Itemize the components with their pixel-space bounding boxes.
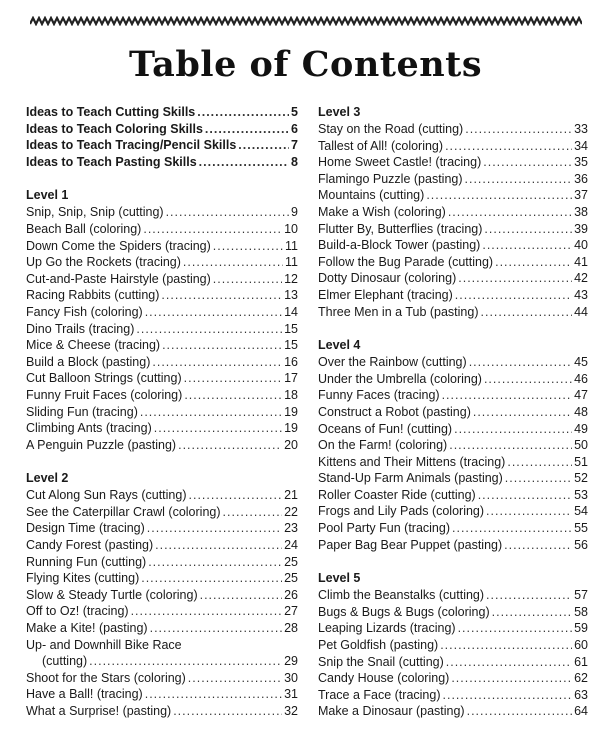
entry-title: Make a Wish (coloring)	[318, 204, 446, 219]
page-number: 16	[284, 354, 298, 369]
entry-title: Elmer Elephant (tracing)	[318, 287, 453, 302]
dot-leader	[178, 437, 282, 454]
dot-leader	[465, 171, 573, 188]
toc-entry	[26, 321, 298, 338]
page-number: 58	[574, 604, 588, 619]
toc-entry	[318, 221, 588, 238]
entry-title: Have a Ball! (tracing)	[26, 687, 143, 702]
page-number: 44	[574, 304, 588, 319]
dot-leader	[484, 371, 572, 388]
page-number: 64	[574, 704, 588, 719]
entry-title: Three Men in a Tub (pasting)	[318, 304, 479, 319]
dot-leader	[205, 121, 289, 138]
toc-entry	[318, 454, 588, 471]
toc-entry	[26, 670, 298, 687]
toc-entry	[318, 703, 588, 720]
toc-entry	[318, 154, 588, 171]
toc-entry	[26, 686, 298, 703]
entry-title: Cut-and-Paste Hairstyle (pasting)	[26, 271, 211, 286]
toc-entry	[26, 337, 298, 354]
dot-leader	[136, 321, 282, 338]
dot-leader	[173, 703, 282, 720]
dot-leader	[448, 204, 572, 221]
level-5-section	[318, 570, 588, 720]
toc-entry	[26, 204, 298, 221]
page-number: 17	[284, 371, 298, 386]
dot-leader	[458, 270, 572, 287]
dot-leader	[200, 587, 282, 604]
toc-entry	[26, 238, 298, 255]
toc-entry	[318, 437, 588, 454]
toc-entry	[318, 287, 588, 304]
entry-title: Slow & Steady Turtle (coloring)	[26, 587, 198, 602]
page-number: 33	[574, 122, 588, 136]
entry-title: Stand-Up Farm Animals (pasting)	[318, 471, 503, 486]
toc-entry	[318, 587, 588, 604]
toc-entry	[26, 504, 298, 521]
toc-entry	[26, 304, 298, 321]
page-number: 11	[285, 255, 298, 270]
page-number: 43	[574, 287, 588, 302]
entry-title-line: Up- and Downhill Bike Race	[26, 637, 182, 652]
level-heading: Level 2	[26, 471, 69, 486]
entry-title: Over the Rainbow (cutting)	[318, 355, 467, 370]
entry-title: Ideas to Teach Cutting Skills	[26, 105, 196, 119]
toc-entry	[318, 254, 588, 271]
entry-title: Candy House (coloring)	[318, 671, 450, 686]
entry-title: Pool Party Fun (tracing)	[318, 521, 450, 536]
page-number: 12	[284, 271, 298, 286]
level-heading: Level 5	[318, 571, 361, 586]
toc-entry	[318, 354, 588, 371]
toc-entry	[318, 270, 588, 287]
page-number: 24	[284, 538, 298, 553]
entry-title: Paper Bag Bear Puppet (pasting)	[318, 537, 503, 552]
entry-title: Dotty Dinosaur (coloring)	[318, 271, 457, 286]
entry-title: Fancy Fish (coloring)	[26, 304, 143, 319]
dot-leader	[161, 287, 282, 304]
entry-title: Home Sweet Castle! (tracing)	[318, 155, 482, 170]
dot-leader	[145, 304, 282, 321]
page-number: 36	[574, 171, 588, 186]
dot-leader	[189, 487, 283, 504]
entry-title: Snip the Snail (cutting)	[318, 654, 444, 669]
dot-leader	[141, 570, 282, 587]
toc-entry	[318, 171, 588, 188]
entry-title: Flamingo Puzzle (pasting)	[318, 171, 463, 186]
page-number: 9	[291, 205, 298, 220]
dot-leader	[140, 404, 282, 421]
dot-leader	[451, 670, 572, 687]
entry-title: Tallest of All! (coloring)	[318, 138, 444, 153]
page-number: 46	[574, 371, 588, 386]
page-number: 10	[284, 221, 298, 236]
level-3-section	[318, 104, 588, 320]
page-number: 48	[574, 404, 588, 419]
entry-title: Climbing Ants (tracing)	[26, 421, 152, 436]
toc-entry	[26, 554, 298, 571]
level-1-section	[26, 187, 298, 453]
dot-leader	[213, 238, 283, 255]
page-number: 5	[291, 105, 298, 119]
page-number: 56	[574, 537, 588, 552]
level-4-section	[318, 337, 588, 553]
zigzag-border	[30, 16, 582, 26]
dot-leader	[469, 354, 572, 371]
toc-entry	[26, 520, 298, 537]
dot-leader	[495, 254, 572, 271]
dot-leader	[505, 470, 572, 487]
dot-leader	[454, 421, 572, 438]
entry-title: Bugs & Bugs & Bugs (coloring)	[318, 604, 490, 619]
entry-title: Sliding Fun (tracing)	[26, 404, 138, 419]
entry-title: Build-a-Block Tower (pasting)	[318, 238, 481, 253]
page-number: 62	[574, 671, 588, 686]
page-number: 15	[284, 338, 298, 353]
entry-title: Under the Umbrella (coloring)	[318, 371, 482, 386]
toc-entry	[26, 404, 298, 421]
toc-entry	[318, 387, 588, 404]
toc-entry	[318, 670, 588, 687]
toc-entry	[318, 237, 588, 254]
toc-entry	[318, 637, 588, 654]
dot-leader	[155, 537, 282, 554]
dot-leader	[131, 603, 283, 620]
entry-title: Build a Block (pasting)	[26, 354, 151, 369]
toc-entry	[26, 437, 298, 454]
dot-leader	[148, 554, 282, 571]
entry-title: On the Farm! (coloring)	[318, 438, 448, 453]
dot-leader	[238, 137, 289, 154]
toc-entry	[318, 470, 588, 487]
dot-leader	[486, 587, 572, 604]
entry-title: Running Fun (cutting)	[26, 554, 147, 569]
intro-section	[26, 104, 298, 170]
page-number: 39	[574, 221, 588, 236]
entry-title: Design Time (tracing)	[26, 521, 145, 536]
page-number: 22	[284, 504, 298, 519]
dot-leader	[507, 454, 572, 471]
dot-leader	[467, 703, 572, 720]
toc-entry	[318, 304, 588, 321]
toc-entry	[318, 121, 588, 138]
toc-entry	[26, 387, 298, 404]
dot-leader	[455, 287, 572, 304]
page-number: 63	[574, 687, 588, 702]
toc-entry	[26, 221, 298, 238]
entry-title: Candy Forest (pasting)	[26, 538, 154, 553]
toc-entry	[26, 703, 298, 720]
toc-entry	[318, 421, 588, 438]
entry-title: Frogs and Lily Pads (coloring)	[318, 504, 485, 519]
dot-leader	[446, 654, 572, 671]
entry-title: Roller Coaster Ride (cutting)	[318, 487, 476, 502]
toc-entry	[26, 137, 298, 154]
entry-title: Trace a Face (tracing)	[318, 687, 441, 702]
entry-title: Stay on the Road (cutting)	[318, 122, 464, 136]
page-number: 50	[574, 438, 588, 453]
entry-title: Flutter By, Butterflies (tracing)	[318, 221, 483, 236]
toc-entry	[26, 271, 298, 288]
page-number: 61	[574, 654, 588, 669]
dot-leader	[465, 121, 572, 138]
page-number: 57	[574, 588, 588, 603]
entry-title: Oceans of Fun! (cutting)	[318, 421, 453, 436]
toc-entry	[26, 354, 298, 371]
toc-entry	[318, 204, 588, 221]
toc-entry	[318, 371, 588, 388]
entry-title: Off to Oz! (tracing)	[26, 604, 129, 619]
dot-leader	[197, 104, 289, 121]
level-heading: Level 1	[26, 188, 69, 203]
page-number: 15	[284, 321, 298, 336]
level-2-section	[26, 470, 298, 719]
toc-entry	[318, 503, 588, 520]
toc-entry	[26, 487, 298, 504]
page-number: 25	[284, 571, 298, 586]
entry-title: Funny Fruit Faces (coloring)	[26, 387, 183, 402]
toc-entry	[26, 653, 298, 670]
page-number: 55	[574, 521, 588, 536]
page-title: Table of Contents	[128, 44, 483, 85]
page-number: 26	[284, 587, 298, 602]
dot-leader	[449, 437, 572, 454]
page-number: 34	[574, 138, 588, 153]
page-number: 7	[291, 138, 298, 153]
dot-leader	[442, 387, 573, 404]
page-number: 28	[284, 621, 298, 636]
dot-leader	[188, 670, 282, 687]
page-number: 11	[285, 238, 298, 253]
page-number: 23	[284, 521, 298, 536]
page-number: 37	[574, 188, 588, 203]
entry-title: Beach Ball (coloring)	[26, 221, 142, 236]
toc-entry	[26, 287, 298, 304]
entry-title: Kittens and Their Mittens (tracing)	[318, 454, 506, 469]
dot-leader	[213, 271, 282, 288]
dot-leader	[458, 620, 573, 637]
entry-title: Leaping Lizards (tracing)	[318, 621, 456, 636]
page-number: 41	[574, 254, 588, 269]
dot-leader	[492, 604, 572, 621]
page-number: 20	[284, 437, 298, 452]
dot-leader	[166, 204, 289, 221]
dot-leader	[445, 138, 572, 155]
toc-entry	[26, 254, 298, 271]
page-number: 49	[574, 421, 588, 436]
entry-title: Make a Dinosaur (pasting)	[318, 704, 465, 719]
page-number: 59	[574, 621, 588, 636]
page-number: 42	[574, 271, 588, 286]
page-number: 18	[284, 387, 298, 402]
dot-leader	[426, 187, 572, 204]
entry-title: Cut Balloon Strings (cutting)	[26, 371, 182, 386]
page-number: 52	[574, 471, 588, 486]
page-number: 38	[574, 204, 588, 219]
toc-entry	[318, 604, 588, 621]
page-number: 45	[574, 355, 588, 370]
dot-leader	[473, 404, 572, 421]
entry-title: Cut Along Sun Rays (cutting)	[26, 488, 187, 503]
entry-title: Dino Trails (tracing)	[26, 321, 135, 336]
toc-entry	[26, 603, 298, 620]
entry-title: What a Surprise! (pasting)	[26, 704, 172, 718]
dot-leader	[504, 537, 572, 554]
toc-left-column	[26, 104, 298, 737]
entry-title: Make a Kite! (pasting)	[26, 621, 148, 636]
page-number: 35	[574, 155, 588, 170]
page-number: 31	[284, 687, 298, 702]
entry-title: Mice & Cheese (tracing)	[26, 338, 161, 353]
toc-entry	[318, 654, 588, 671]
page-number: 25	[284, 554, 298, 569]
toc-right-column	[318, 104, 588, 737]
dot-leader	[145, 686, 282, 703]
entry-title: Up Go the Rockets (tracing)	[26, 255, 181, 270]
page-number: 19	[284, 421, 298, 436]
dot-leader	[143, 221, 282, 238]
dot-leader	[452, 520, 572, 537]
page-number: 6	[291, 121, 298, 136]
entry-title: Flying Kites (cutting)	[26, 571, 140, 586]
page-number: 60	[574, 638, 588, 653]
level-heading: Level 4	[318, 338, 361, 353]
entry-title: Down Come the Spiders (tracing)	[26, 238, 211, 253]
dot-leader	[152, 354, 282, 371]
entry-title: Racing Rabbits (cutting)	[26, 288, 160, 303]
toc-entry	[26, 370, 298, 387]
entry-title: Pet Goldfish (pasting)	[318, 638, 439, 653]
toc-entry	[318, 187, 588, 204]
entry-title: Ideas to Teach Pasting Skills	[26, 154, 197, 169]
page-number: 47	[574, 388, 588, 403]
entry-title: Shoot for the Stars (coloring)	[26, 670, 186, 685]
dot-leader	[154, 420, 282, 437]
toc-entry	[26, 537, 298, 554]
toc-entry	[318, 687, 588, 704]
dot-leader	[183, 254, 283, 271]
dot-leader	[440, 637, 572, 654]
dot-leader	[223, 504, 283, 521]
entry-title: Climb the Beanstalks (cutting)	[318, 588, 485, 603]
dot-leader	[184, 387, 282, 404]
toc-entry	[318, 138, 588, 155]
toc-entry	[26, 121, 298, 138]
page-number: 54	[574, 504, 588, 519]
page-number: 27	[284, 604, 298, 619]
dot-leader	[443, 687, 573, 704]
entry-title: Snip, Snip, Snip (cutting)	[26, 205, 164, 220]
page-number: 53	[574, 487, 588, 502]
entry-title: Ideas to Teach Tracing/Pencil Skills	[26, 138, 237, 153]
dot-leader	[162, 337, 282, 354]
page-number: 21	[284, 488, 298, 503]
page-number: 30	[284, 670, 298, 685]
toc-entry	[26, 104, 298, 121]
dot-leader	[184, 370, 282, 387]
toc-entry	[318, 620, 588, 637]
page-number: 32	[284, 704, 298, 718]
toc-entry	[318, 520, 588, 537]
entry-title: Mountains (cutting)	[318, 188, 425, 203]
entry-title: Funny Faces (tracing)	[318, 388, 440, 403]
page-number: 13	[284, 288, 298, 303]
page-number: 51	[574, 454, 588, 469]
dot-leader	[481, 304, 573, 321]
toc-entry	[26, 587, 298, 604]
entry-title: Ideas to Teach Coloring Skills	[26, 121, 203, 136]
dot-leader	[478, 487, 572, 504]
level-heading: Level 3	[318, 105, 361, 119]
entry-title: (cutting)	[42, 654, 88, 669]
dot-leader	[199, 154, 289, 171]
toc-entry	[26, 620, 298, 637]
dot-leader	[486, 503, 572, 520]
dot-leader	[484, 221, 572, 238]
dot-leader	[482, 237, 572, 254]
dot-leader	[89, 653, 282, 670]
entry-title: Construct a Robot (pasting)	[318, 404, 471, 419]
page-number: 14	[284, 304, 298, 319]
entry-title: A Penguin Puzzle (pasting)	[26, 437, 177, 452]
dot-leader	[150, 620, 283, 637]
entry-title: Follow the Bug Parade (cutting)	[318, 254, 494, 269]
page-number: 29	[284, 654, 298, 669]
toc-entry	[26, 570, 298, 587]
toc-entry	[26, 154, 298, 171]
toc-entry	[318, 487, 588, 504]
page-number: 19	[284, 404, 298, 419]
toc-entry	[318, 404, 588, 421]
page-number: 8	[291, 154, 298, 169]
toc-entry	[318, 537, 588, 554]
dot-leader	[483, 154, 572, 171]
page-number: 40	[574, 238, 588, 253]
toc-entry	[26, 420, 298, 437]
entry-title: See the Caterpillar Crawl (coloring)	[26, 504, 221, 519]
dot-leader	[147, 520, 282, 537]
